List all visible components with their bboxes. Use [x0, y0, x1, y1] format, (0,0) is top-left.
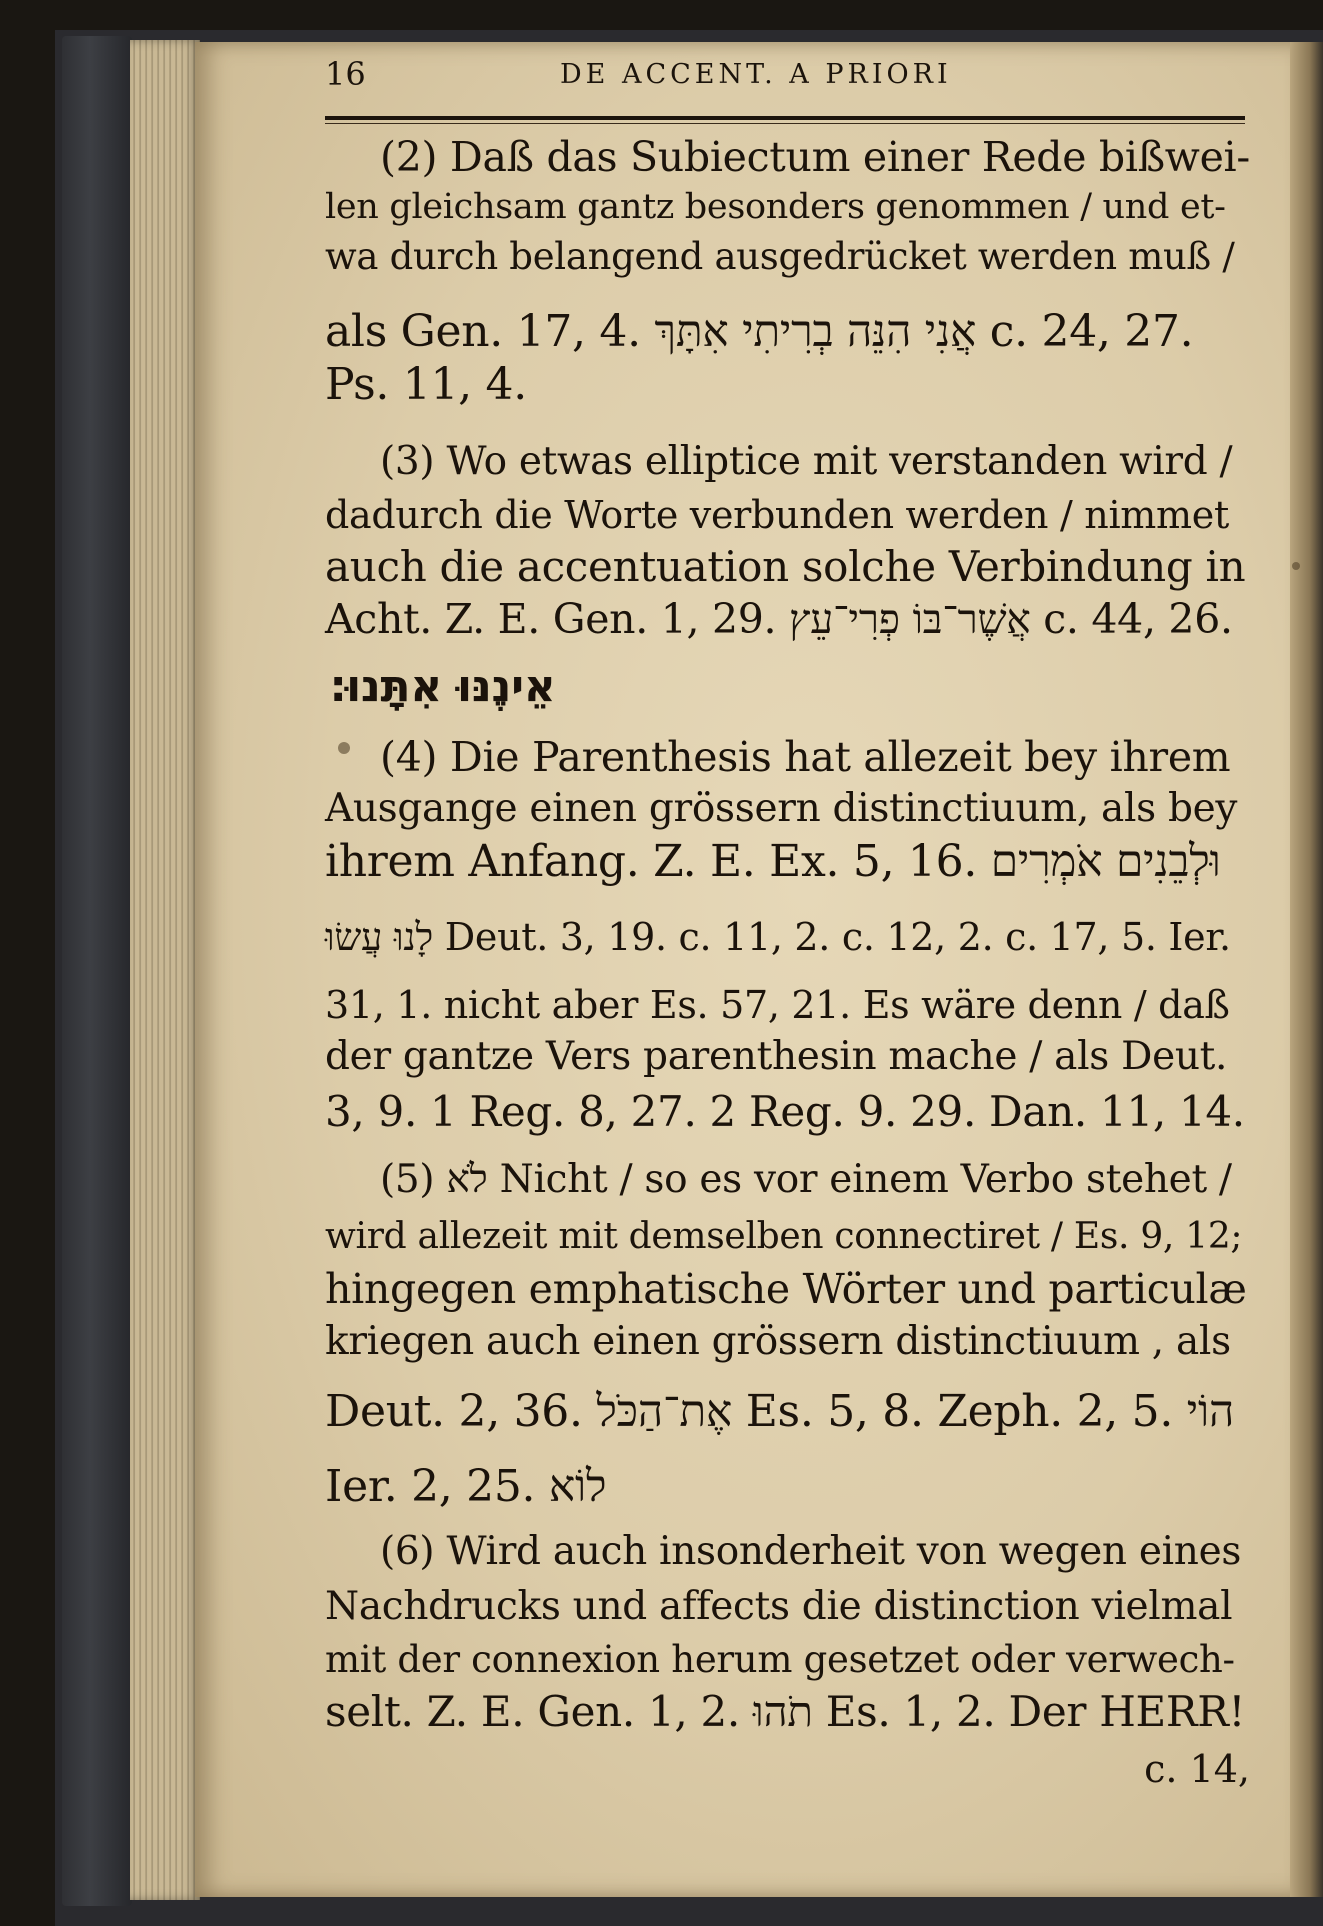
text-line: Ausgange einen grössern distinctiuum, als bey [325, 786, 1238, 831]
text-line: Ier. 2, 25. לוֹא [325, 1461, 607, 1512]
text-line: Acht. Z. E. Gen. 1, 29. אֲשֶׁר־בּוֹ פְרִי־עֵץ c. 44, 26. [325, 595, 1233, 643]
text-line: als Gen. 17, 4. אֲנִי הִנֵּה בְרִיתִי אִתָּךְ c. 24, 27. [325, 306, 1194, 357]
text-line: auch die accentuation solche Verbindung in [325, 542, 1246, 591]
page-header [325, 55, 1245, 95]
text-line: (4) Die Parenthesis hat allezeit bey ihrem [380, 733, 1231, 781]
text-line: kriegen auch einen grössern distinctiuum , als [325, 1319, 1231, 1364]
header-rule-thin [325, 123, 1245, 124]
text-line: (6) Wird auch insonderheit von wegen eines [380, 1529, 1242, 1574]
text-line: wa durch belangend ausgedrücket werden muß / [325, 235, 1235, 278]
text-line: לָנוּ עֲשׂוּ Deut. 3, 19. c. 11, 2. c. 12, 2. c. 17, 5. Ier. [325, 915, 1231, 959]
text-line: hingegen emphatische Wörter und particulæ [325, 1265, 1247, 1313]
catchword: c. 14, [1144, 1747, 1250, 1791]
text-line: (3) Wo etwas elliptice mit verstanden wird / [380, 439, 1233, 484]
text-line: 3, 9. 1 Reg. 8, 27. 2 Reg. 9. 29. Dan. 11, 14. [325, 1087, 1245, 1136]
text-line: len gleichsam gantz besonders genommen / und et- [325, 187, 1226, 227]
text-line: Nachdrucks und affects die distinction vielmal [325, 1584, 1233, 1629]
text-line: 31, 1. nicht aber Es. 57, 21. Es wäre denn / daß [325, 983, 1230, 1027]
ink-blot [1292, 562, 1300, 570]
hebrew-line: אֵינֶנּוּ אִתָּנוּ׃ [330, 661, 556, 712]
text-line: (2) Daß das Subiectum einer Rede bißwei- [380, 133, 1250, 181]
header-rule [325, 116, 1245, 120]
book-spine-edge [62, 36, 132, 1906]
text-line: wird allezeit mit demselben connectiret / Es. 9, 12; [325, 1216, 1243, 1257]
ink-blot [338, 742, 350, 754]
text-line: Deut. 2, 36. אֶת־הַכֹּל Es. 5, 8. Zeph. 2, 5. הוֹי [325, 1386, 1234, 1437]
running-head: DE ACCENT. A PRIORI [560, 59, 952, 90]
text-line: mit der connexion herum gesetzet oder verwech- [325, 1638, 1235, 1681]
text-line: der gantze Vers parenthesin mache / als Deut. [325, 1034, 1228, 1079]
page-number: 16 [325, 55, 366, 93]
page-right-edge [1290, 42, 1323, 1897]
text-line: selt. Z. E. Gen. 1, 2. תֹהוּ Es. 1, 2. Der HERR! [325, 1687, 1246, 1736]
text-line: dadurch die Worte verbunden werden / nimmet [325, 493, 1229, 537]
page-stack-edge [130, 40, 200, 1900]
text-line: Ps. 11, 4. [325, 359, 527, 410]
text-line: (5) לֹא Nicht / so es vor einem Verbo stehet / [380, 1157, 1232, 1202]
text-line: ihrem Anfang. Z. E. Ex. 5, 16. וּלְבֵנִים אֹמְרִים [325, 836, 1221, 887]
